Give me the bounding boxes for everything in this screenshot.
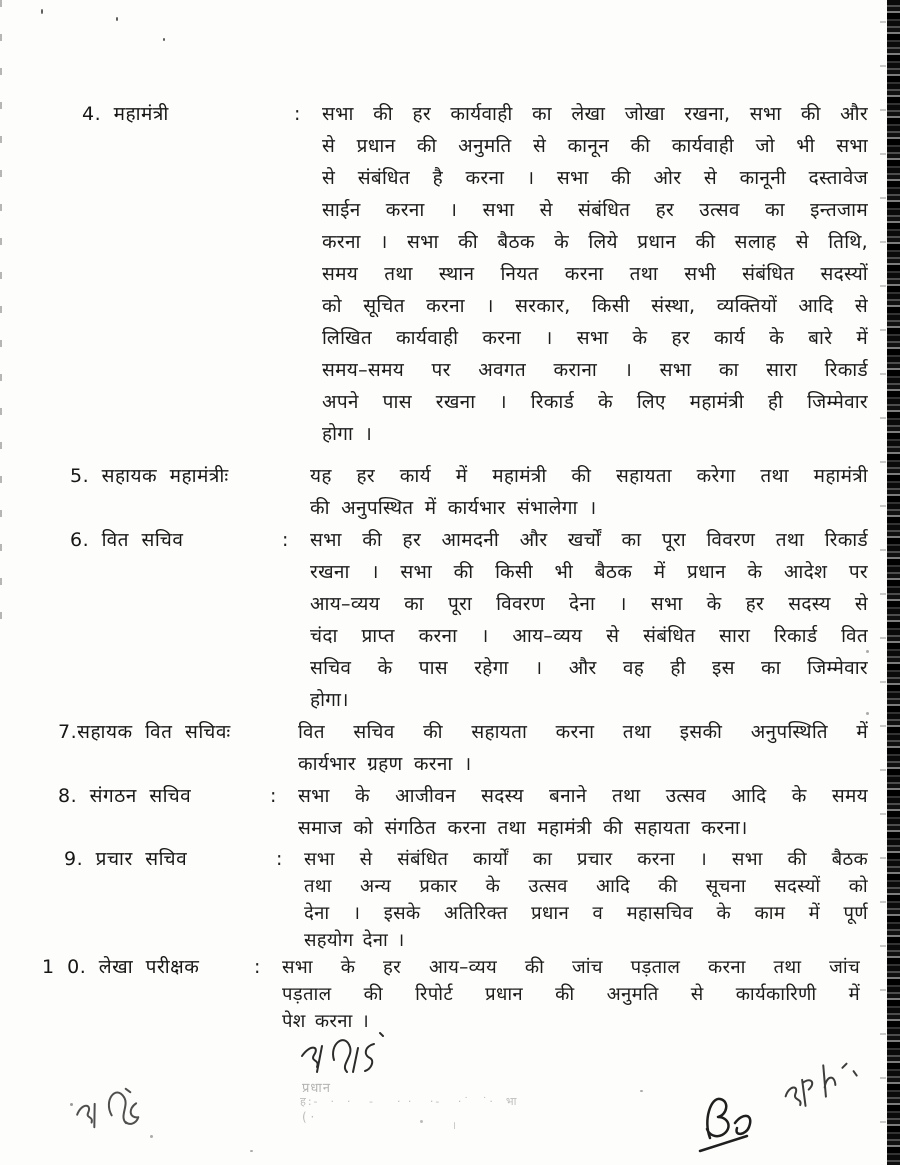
body-line: चंदा प्राप्त करना । आय–व्यय से संबंधित सारा रिकार्ड वित (310, 625, 868, 647)
item-label: 1 0. लेखा परीक्षक (42, 956, 200, 978)
item-row-lekha-parikshak (0, 954, 868, 1035)
body-line: पड़ताल की रिपोर्ट प्रधान की अनुमति से कार्यकारिणी में (282, 984, 860, 1005)
scan-speck (116, 17, 118, 21)
body-line: होगा। (310, 689, 349, 711)
item-colon: : (276, 848, 283, 870)
item-label: 9. प्रचार सचिव (64, 848, 188, 870)
signature-scrawl-left (57, 1057, 206, 1148)
body-line: से संबंधित है करना । सभा की ओर से कानूनी दस्तावेज (322, 167, 868, 189)
item-label: 6. वित सचिव (70, 529, 184, 551)
item-body (310, 460, 868, 524)
item-row-sahayak-mahamantri (0, 460, 868, 524)
item-colon: : (254, 956, 261, 978)
body-line: पेश करना । (282, 1011, 370, 1032)
body-line: सभा की हर कार्यवाही का लेखा जोखा रखना, सभा की और (322, 103, 868, 125)
item-row-vit-sachiv (0, 524, 868, 716)
item-body (298, 780, 868, 844)
body-line: सहयोग देना । (304, 930, 405, 951)
item-body (310, 524, 868, 716)
scan-speck (41, 9, 43, 14)
body-line: अपने पास रखना । रिकार्ड के लिए महामंत्री ही जिम्मेवार (322, 391, 868, 413)
stamp-org-line: ह:- · · - · · ·- ·˙ ˙· भा (300, 1095, 519, 1108)
item-label: 5. सहायक महामंत्रीः (70, 465, 229, 487)
body-line: सभा के आजीवन सदस्य बनाने तथा उत्सव आदि के समय (298, 785, 868, 807)
item-colon: : (270, 785, 277, 807)
item-label: 8. संगठन सचिव (58, 785, 192, 807)
body-line: सचिव के पास रहेगा । और वह ही इस का जिम्मेवार (310, 657, 868, 679)
item-body (282, 954, 860, 1035)
body-line: साईन करना । सभा से संबंधित हर उत्सव का इन्तजाम (322, 199, 868, 221)
body-line: तथा अन्य प्रकार के उत्सव आदि की सूचना सदस्यों को (304, 876, 868, 897)
body-line: समय–समय पर अवगत कराना । सभा का सारा रिकार्ड (322, 359, 868, 381)
body-line: रखना । सभा की किसी भी बैठक में प्रधान के आदेश पर (310, 561, 868, 583)
item-label: 7.सहायक वित सचिवः (58, 721, 231, 743)
item-row-mahamantri (0, 98, 868, 450)
scan-speck (420, 1120, 423, 1123)
scan-edge-strip (887, 0, 900, 1165)
item-row-sahayak-vit-sachiv (0, 716, 868, 780)
body-line: देना । इसके अतिरिक्त प्रधान व महासचिव के काम में पूर्ण (304, 903, 868, 924)
item-row-prachar-sachiv (0, 846, 868, 954)
item-colon: : (294, 103, 301, 125)
body-line: समाज को संगठित करना तथा महामंत्री की सहायता करना। (298, 817, 748, 839)
body-line: करना । सभा की बैठक के लिये प्रधान की सलाह से तिथि, (322, 231, 868, 253)
body-line: कार्यभार ग्रहण करना । (298, 753, 472, 775)
item-body (304, 846, 868, 954)
stamp-fragment: । (452, 1119, 457, 1132)
scan-edge-speckle (880, 0, 886, 1165)
body-line: से प्रधान की अनुमति से कानून की कार्यवाही जो भी सभा (322, 135, 868, 157)
signature-scrawl-right-2 (766, 1040, 888, 1130)
item-colon: : (282, 529, 289, 551)
body-line: आय–व्यय का पूरा विवरण देना । सभा के हर सदस्य से (310, 593, 868, 615)
body-line: लिखित कार्यवाही करना । सभा के हर कार्य के बारे में (322, 327, 868, 349)
stamp-designation: प्रधान (302, 1081, 331, 1096)
item-body (298, 716, 868, 780)
item-row-sangathan-sachiv (0, 780, 868, 844)
body-line: सभा से संबंधित कार्यों का प्रचार करना । सभा की बैठक (304, 849, 868, 870)
body-line: समय तथा स्थान नियत करना तथा सभी संबंधित सदस्यों (322, 263, 868, 285)
body-line: होगा । (322, 423, 373, 445)
stamp-fragment: ( · (302, 1110, 315, 1124)
body-line: सभा के हर आय–व्यय की जांच पड़ताल करना तथा जांच (282, 957, 860, 978)
item-body (322, 98, 868, 450)
scan-speck (163, 38, 165, 41)
duties-list (0, 98, 868, 1035)
body-line: वित सचिव की सहायता करना तथा इसकी अनुपस्थिति में (298, 721, 868, 743)
body-line: सभा की हर आमदनी और खर्चों का पूरा विवरण तथा रिकार्ड (310, 529, 868, 551)
item-label: 4. महामंत्री (82, 103, 169, 125)
scan-speck (640, 1090, 643, 1092)
scan-speck (250, 1150, 253, 1152)
body-line: को सूचित करना । सरकार, किसी संस्था, व्यक्तियों आदि से (322, 295, 868, 317)
body-line: की अनुपस्थित में कार्यभार संभालेगा । (310, 497, 597, 519)
body-line: यह हर कार्य में महामंत्री की सहायता करेगा तथा महामंत्री (310, 465, 868, 487)
